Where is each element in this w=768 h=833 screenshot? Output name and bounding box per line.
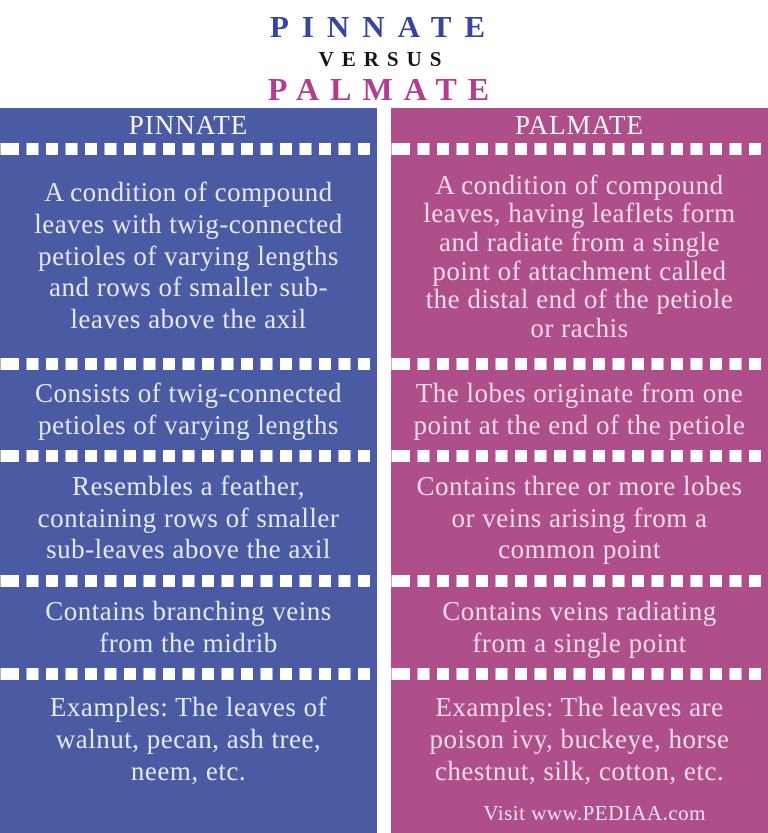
title-word-palmate: PALMATE: [267, 71, 501, 107]
title-word-versus: VERSUS: [318, 47, 450, 71]
dashed-separator: [391, 358, 768, 370]
pinnate-veins-cell: Contains branching veins from the midrib: [45, 595, 332, 658]
palmate-veins-cell: Contains veins radiating from a single point: [442, 595, 717, 658]
comparison-columns: [0, 108, 768, 833]
dashed-separator: [0, 358, 377, 370]
dashed-separator: [0, 143, 377, 155]
dashed-separator: [0, 450, 377, 462]
dashed-separator: [391, 668, 768, 680]
title-block: [0, 0, 768, 108]
pinnate-petioles-cell: Consists of twig-connected petioles of varying lengths: [35, 378, 342, 440]
palmate-definition-cell: A condition of compound leaves, having leaflets form and radiate from a single point of attachment called the distal end of the petiole or rachis: [423, 169, 736, 343]
dashed-separator: [391, 143, 768, 155]
pinnate-column: [0, 108, 377, 833]
pinnate-definition-cell: A condition of compound leaves with twig-connected petioles of varying lengths and rows of smaller sub-leaves above the axil: [34, 176, 343, 335]
dashed-separator: [391, 575, 768, 587]
pinnate-shape-cell: Resembles a feather, containing rows of smaller sub-leaves above the axil: [37, 470, 340, 565]
dashed-separator: [0, 668, 377, 680]
dashed-separator: [391, 450, 768, 462]
title-word-pinnate: PINNATE: [269, 9, 499, 44]
palmate-lobes-cell: The lobes originate from one point at the end of the petiole: [413, 378, 746, 440]
pinnate-column-header: PINNATE: [128, 110, 249, 140]
palmate-examples-cell: Examples: The leaves are poison ivy, buckeye, horse chestnut, silk, cotton, etc.: [429, 692, 730, 786]
pinnate-examples-cell: Examples: The leaves of walnut, pecan, ash tree, neem, etc.: [49, 692, 328, 786]
site-credit: Visit www.PEDIAA.com: [483, 801, 706, 825]
dashed-separator: [0, 575, 377, 587]
palmate-shape-cell: Contains three or more lobes or veins arising from a common point: [416, 470, 743, 565]
palmate-column: [391, 108, 768, 833]
palmate-column-header: PALMATE: [514, 110, 645, 140]
